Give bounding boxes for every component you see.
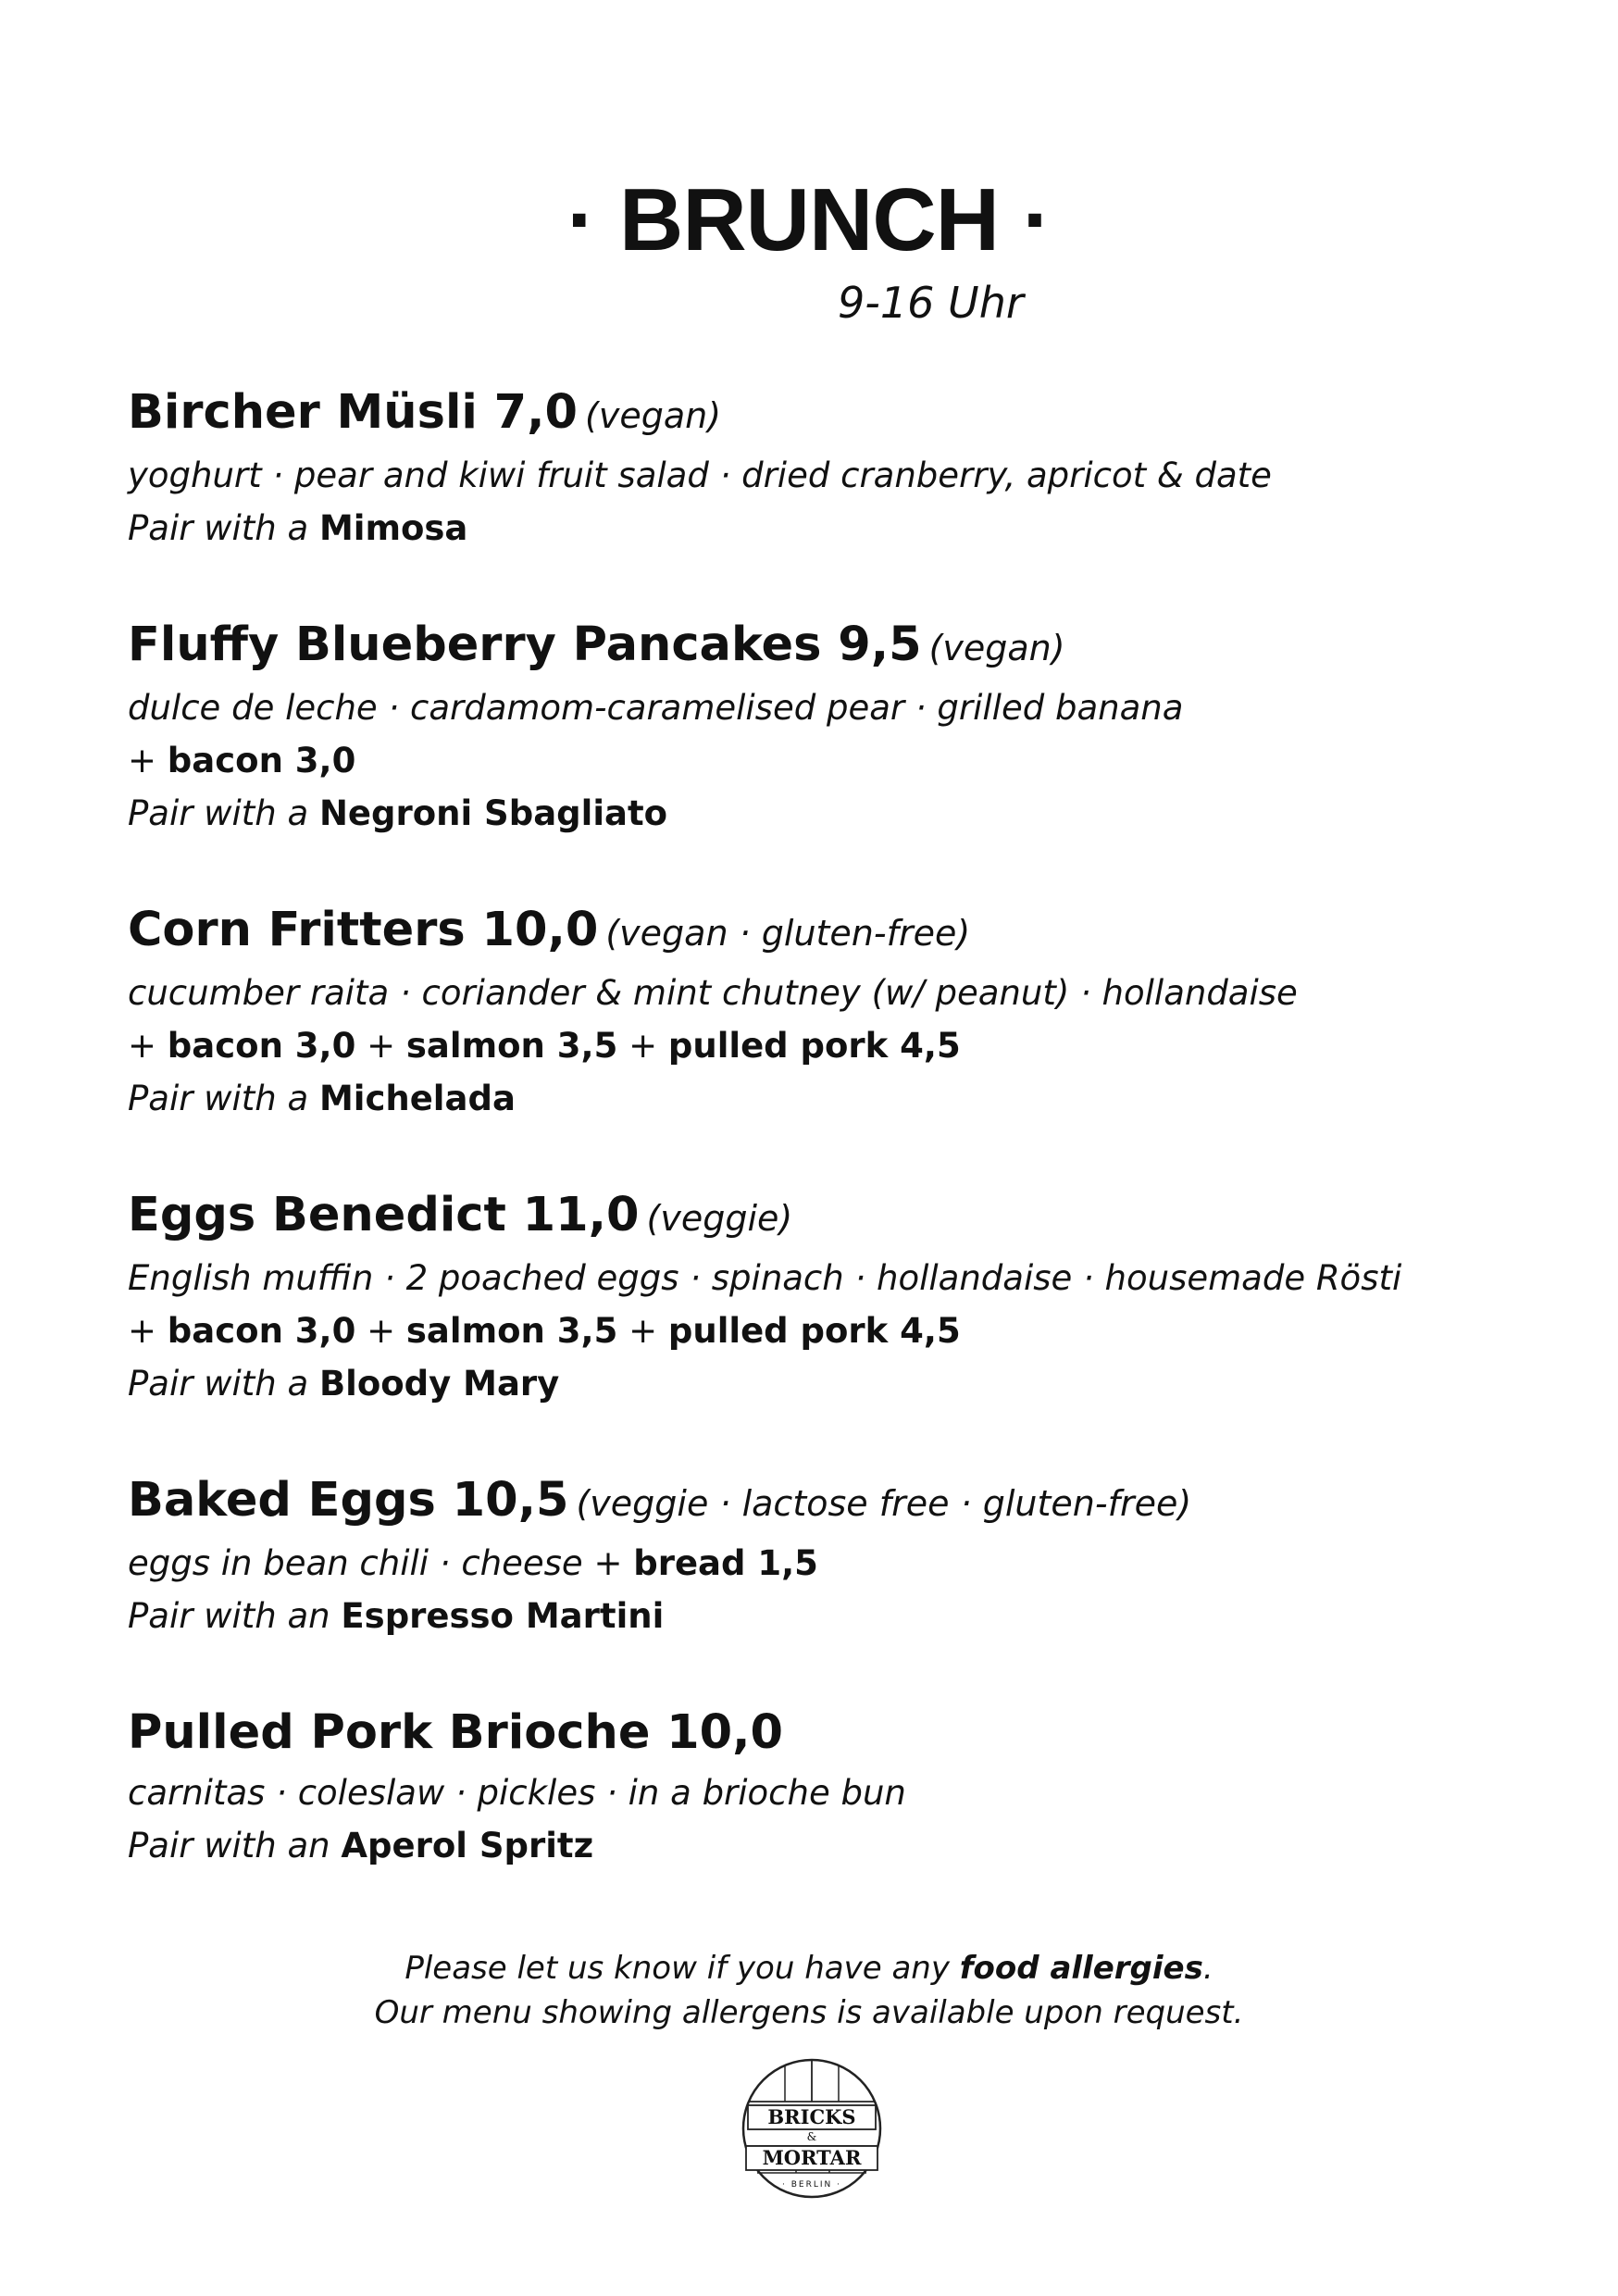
- allergy-line-1: [0, 1946, 1618, 1990]
- menu-header: [0, 170, 1618, 269]
- logo-text-amp: &: [806, 2130, 817, 2143]
- item-title: [128, 612, 1516, 681]
- allergy-note: [0, 1946, 1618, 2035]
- extra-plus: +: [128, 741, 157, 780]
- item-title: [128, 380, 1516, 449]
- item-description: carnitas · coleslaw · pickles · in a brioche bun: [128, 1773, 906, 1813]
- menu-item: [128, 380, 1516, 555]
- description-text: eggs in bean chili · cheese +: [128, 1543, 623, 1583]
- pairing-prefix: Pair with a: [128, 793, 309, 833]
- allergy-suffix: .: [1202, 1950, 1214, 1987]
- extra-option: bacon 3,0: [167, 1311, 356, 1351]
- item-tags: (veggie): [646, 1198, 793, 1239]
- item-name-price: Bircher Müsli 7,0: [128, 385, 579, 440]
- extra-option: bread 1,5: [633, 1543, 818, 1583]
- menu-item: [128, 612, 1516, 840]
- item-pairing: [128, 1819, 1516, 1872]
- item-description: yoghurt · pear and kiwi fruit salad · dried cranberry, apricot & date: [128, 455, 1272, 495]
- item-pairing: [128, 1590, 1516, 1642]
- pairing-prefix: Pair with an: [128, 1826, 330, 1866]
- pairing-drink: Espresso Martini: [341, 1596, 665, 1636]
- extra-option: bacon 3,0: [167, 1026, 356, 1066]
- item-extras: [128, 1019, 1516, 1072]
- logo-text-bricks: BRICKS: [767, 2105, 856, 2128]
- item-pairing: [128, 787, 1516, 840]
- pairing-drink: Negroni Sbagliato: [318, 793, 668, 833]
- item-pairing: [128, 502, 1516, 555]
- pairing-drink: Aperol Spritz: [341, 1826, 594, 1866]
- item-name-price: Corn Fritters 10,0: [128, 903, 599, 957]
- item-name-price: Eggs Benedict 11,0: [128, 1188, 640, 1242]
- menu-list: [128, 380, 1516, 1929]
- item-description: English muffin · 2 poached eggs · spinach · hollandaise · housemade Rösti: [128, 1258, 1402, 1298]
- extra-option: pulled pork 4,5: [667, 1311, 961, 1351]
- pairing-prefix: Pair with a: [128, 508, 309, 548]
- allergy-prefix: Please let us know if you have any: [404, 1950, 950, 1987]
- menu-item: [128, 897, 1516, 1125]
- allergy-emphasis: food allergies: [959, 1950, 1203, 1987]
- item-description: dulce de leche · cardamom-caramelised pear · grilled banana: [128, 688, 1184, 728]
- menu-item: [128, 1700, 1516, 1872]
- item-pairing: [128, 1357, 1516, 1410]
- pairing-drink: Mimosa: [318, 508, 468, 548]
- item-pairing: [128, 1072, 1516, 1125]
- pairing-prefix: Pair with a: [128, 1364, 309, 1404]
- pairing-drink: Michelada: [318, 1079, 516, 1118]
- item-tags: (vegan · gluten-free): [605, 913, 971, 954]
- extra-plus: +: [629, 1311, 658, 1351]
- menu-item: [128, 1467, 1516, 1642]
- logo-text-mortar: MORTAR: [762, 2146, 862, 2169]
- extra-plus: +: [629, 1026, 658, 1066]
- item-description: [128, 1537, 1516, 1590]
- logo-text-city: · BERLIN ·: [782, 2180, 841, 2190]
- opening-hours: 9-16 Uhr: [838, 278, 1024, 328]
- item-title: [128, 897, 1516, 967]
- extra-option: pulled pork 4,5: [667, 1026, 961, 1066]
- item-description: cucumber raita · coriander & mint chutney (w/ peanut) · hollandaise: [128, 973, 1298, 1013]
- bricks-and-mortar-logo-icon: [741, 2057, 883, 2200]
- extra-option: salmon 3,5: [405, 1026, 618, 1066]
- extra-plus: +: [128, 1026, 157, 1066]
- pairing-drink: Bloody Mary: [318, 1364, 560, 1404]
- item-title: [128, 1700, 1516, 1766]
- extra-plus: +: [367, 1026, 396, 1066]
- item-tags: (vegan): [928, 628, 1065, 668]
- page-title: · BRUNCH ·: [566, 170, 1052, 269]
- item-extras: [128, 1304, 1516, 1357]
- menu-item: [128, 1182, 1516, 1410]
- item-name-price: Baked Eggs 10,5: [128, 1473, 569, 1528]
- item-tags: (vegan): [585, 395, 722, 436]
- extra-plus: +: [128, 1311, 157, 1351]
- item-name-price: Pulled Pork Brioche 10,0: [128, 1705, 783, 1760]
- item-title: [128, 1182, 1516, 1252]
- extra-option: bacon 3,0: [167, 741, 356, 780]
- item-name-price: Fluffy Blueberry Pancakes 9,5: [128, 618, 922, 672]
- item-tags: (veggie · lactose free · gluten-free): [576, 1483, 1192, 1524]
- pairing-prefix: Pair with an: [128, 1596, 330, 1636]
- allergy-line-2: Our menu showing allergens is available upon request.: [374, 1994, 1244, 2031]
- extra-option: salmon 3,5: [405, 1311, 618, 1351]
- extra-plus: +: [367, 1311, 396, 1351]
- item-title: [128, 1467, 1516, 1537]
- pairing-prefix: Pair with a: [128, 1079, 309, 1118]
- item-extras: [128, 734, 1516, 787]
